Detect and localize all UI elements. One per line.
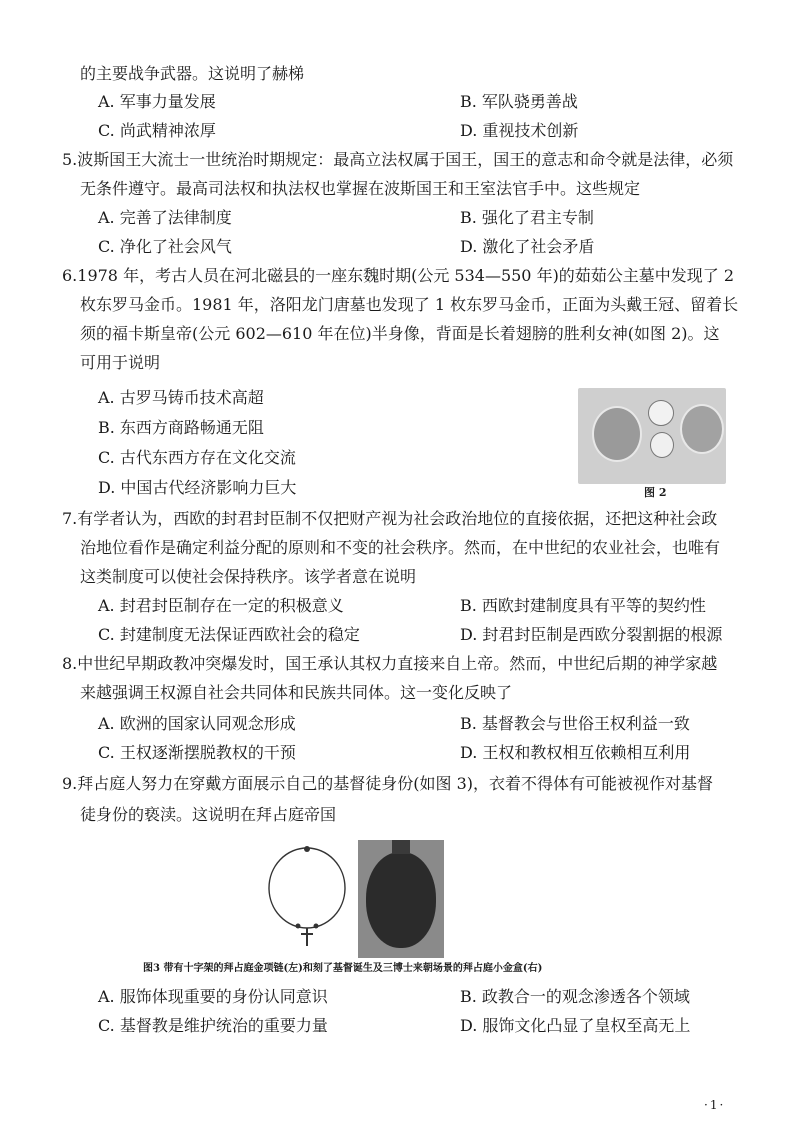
locket-shape (366, 852, 436, 948)
coin-small-bottom (650, 432, 674, 458)
q8-option-b: B. 基督教会与世俗王权利益一致 (460, 714, 690, 733)
q7-option-a: A. 封君封臣制存在一定的积极意义 (98, 596, 344, 615)
q9-option-b: B. 政教合一的观念渗透各个领域 (460, 987, 690, 1006)
coin-large-right (680, 404, 724, 454)
q6-stem-line-2: 枚东罗马金币。1981 年，洛阳龙门唐墓也发现了 1 枚东罗马金币，正面为头戴王冠、留着长 (80, 295, 739, 314)
q6-option-d: D. 中国古代经济影响力巨大 (98, 478, 297, 497)
q7-option-c: C. 封建制度无法保证西欧社会的稳定 (98, 625, 360, 644)
q8-option-c: C. 王权逐渐摆脱教权的干预 (98, 743, 296, 762)
q7-stem-line-2: 治地位看作是确定利益分配的原则和不变的社会秩序。然而，在中世纪的农业社会，也唯有 (80, 538, 721, 557)
q4-option-c: C. 尚武精神浓厚 (98, 121, 216, 140)
q8-stem-line-1: 8.中世纪早期政教冲突爆发时，国王承认其权力直接来自上帝。然而，中世纪后期的神学家越 (62, 654, 718, 673)
coin-small-top (648, 400, 674, 426)
q6-option-c: C. 古代东西方存在文化交流 (98, 448, 296, 467)
q6-stem-line-4: 可用于说明 (80, 353, 161, 372)
q9-stem-line-2: 徒身份的亵渎。这说明在拜占庭帝国 (80, 805, 337, 824)
q4-option-a: A. 军事力量发展 (98, 92, 216, 111)
q4-stem-tail: 的主要战争武器。这说明了赫梯 (80, 64, 305, 83)
q8-stem-line-2: 来越强调王权源自社会共同体和民族共同体。这一变化反映了 (80, 683, 513, 702)
q6-option-b: B. 东西方商路畅通无阻 (98, 418, 264, 437)
q7-stem-line-3: 这类制度可以使社会保持秩序。该学者意在说明 (80, 567, 417, 586)
q6-option-a: A. 古罗马铸币技术高超 (98, 388, 264, 407)
figure-3-necklace-image (264, 840, 350, 958)
q7-stem-line-1: 7.有学者认为，西欧的封君封臣制不仅把财产视为社会政治地位的直接依据，还把这种社会政 (62, 509, 718, 528)
locket-hook (392, 840, 410, 854)
q9-option-d: D. 服饰文化凸显了皇权至高无上 (460, 1016, 691, 1035)
page-number: ·1· (704, 1098, 726, 1112)
q5-option-c: C. 净化了社会风气 (98, 237, 232, 256)
q8-option-a: A. 欧洲的国家认同观念形成 (98, 714, 296, 733)
q5-option-a: A. 完善了法律制度 (98, 208, 232, 227)
figure-3-locket-image (358, 840, 444, 958)
q5-option-b: B. 强化了君主专制 (460, 208, 594, 227)
q8-option-d: D. 王权和教权相互依赖相互利用 (460, 743, 691, 762)
coin-large-left (592, 406, 642, 462)
q9-stem-line-1: 9.拜占庭人努力在穿戴方面展示自己的基督徒身份(如图 3)，衣着不得体有可能被视作对基督 (62, 774, 714, 793)
figure-3-caption: 图3 带有十字架的拜占庭金项链(左)和刻了基督诞生及三博士来朝场景的拜占庭小金盒(右) (143, 963, 543, 974)
q6-stem-line-3: 须的福卡斯皇帝(公元 602—610 年在位)半身像，背面是长着翅膀的胜利女神(如图 2)。这 (80, 324, 720, 343)
q4-option-b: B. 军队骁勇善战 (460, 92, 578, 111)
q5-stem-line-1: 5.波斯国王大流士一世统治时期规定：最高立法权属于国王，国王的意志和命令就是法律，必须 (62, 150, 734, 169)
q5-stem-line-2: 无条件遵守。最高司法权和执法权也掌握在波斯国王和王室法官手中。这些规定 (80, 179, 641, 198)
q4-option-d: D. 重视技术创新 (460, 121, 579, 140)
q7-option-d: D. 封君封臣制是西欧分裂割据的根源 (460, 625, 723, 644)
q7-option-b: B. 西欧封建制度具有平等的契约性 (460, 596, 706, 615)
necklace-drawing (264, 840, 350, 958)
q9-option-a: A. 服饰体现重要的身份认同意识 (98, 987, 328, 1006)
q6-stem-line-1: 6.1978 年，考古人员在河北磁县的一座东魏时期(公元 534—550 年)的茹茹公主墓中发现了 2 (62, 266, 735, 285)
q5-option-d: D. 激化了社会矛盾 (460, 237, 595, 256)
figure-2-label: 图 2 (644, 486, 667, 499)
q9-option-c: C. 基督教是维护统治的重要力量 (98, 1016, 328, 1035)
figure-2-coins-image (578, 388, 726, 484)
